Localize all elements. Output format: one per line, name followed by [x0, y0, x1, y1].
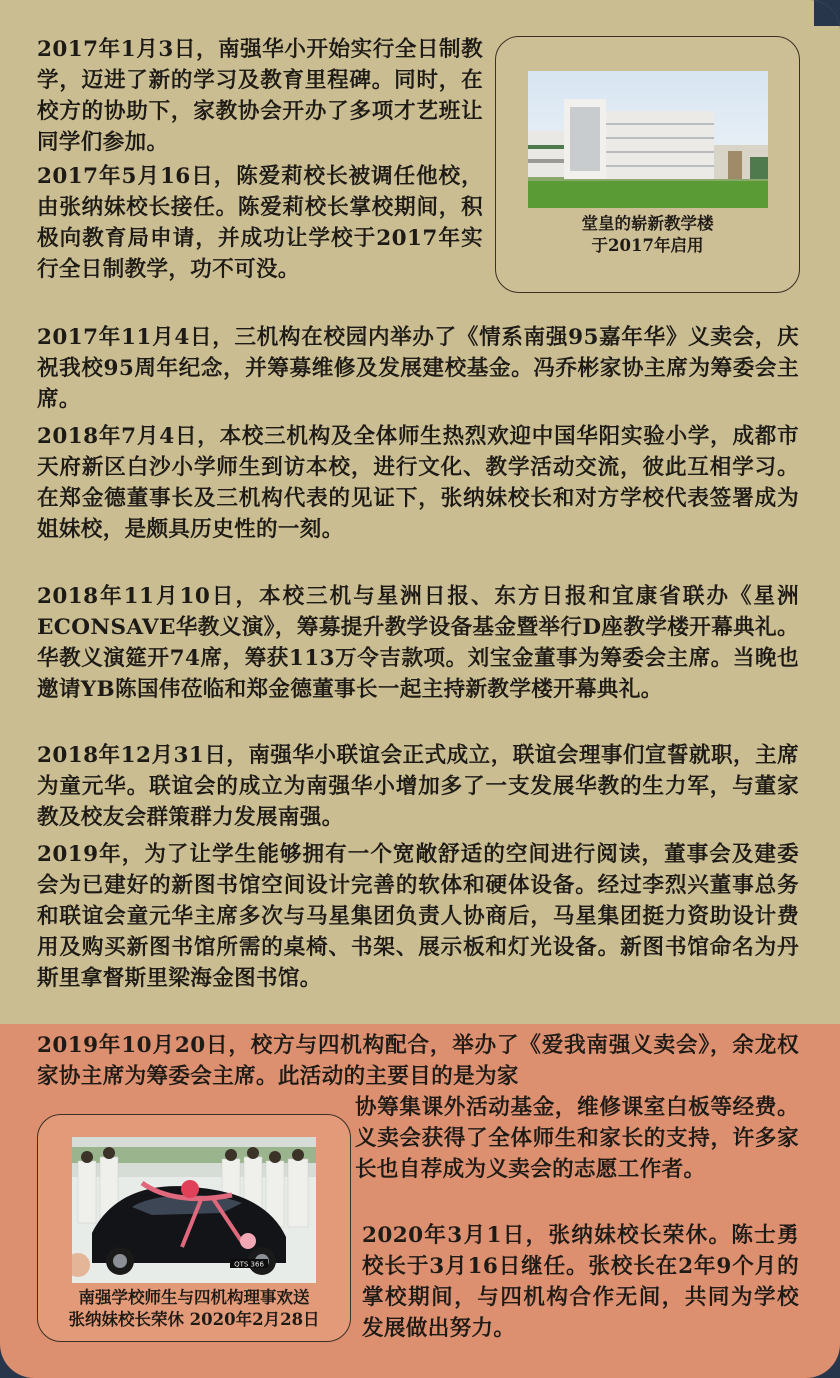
photo-card-new-building [495, 36, 800, 293]
photo-caption-line1: 堂皇的崭新教学楼 [581, 214, 714, 233]
frame-corner [814, 0, 840, 26]
photo-caption-line2: 于2017年启用 [591, 236, 704, 255]
paragraph-2018-nov: 2018年11月10日，本校三机与星洲日报、东方日报和宜康省联办《星洲ECONSAVE华教义演》，筹募提升教学设备基金暨举行D座教学楼开幕典礼。华教义演筵开74席，筹获113万令吉款项。刘宝金董事为筹委会主席。当晚也邀请YB陈国伟莅临和郑金德董事长一起主持新教学楼开幕典礼。 [37, 584, 799, 702]
paragraph-2019: 2019年，为了让学生能够拥有一个宽敞舒适的空间进行阅读，董事会及建委会为已建好的新图书馆空间设计完善的软体和硬体设备。经过李烈兴董事总务和联谊会童元华主席多次与马星集团负责人协商后，马星集团挺力资助设计费用及购买新图书馆所需的桌椅、书架、展示板和灯光设备。新图书馆命名为丹斯里拿督斯里梁海金图书馆。 [37, 842, 799, 991]
paragraph-2017-jan: 2017年1月3日，南强华小开始实行全日制教学，迈进了新的学习及教育里程碑。同时，在校方的协助下，家教协会开办了多项才艺班让同学们参加。 [37, 37, 483, 155]
paragraph-2018-jul: 2018年7月4日，本校三机构及全体师生热烈欢迎中国华阳实验小学，成都市天府新区白沙小学师生到访本校，进行文化、教学活动交流，彼此互相学习。在郑金德董事长及三机构代表的见证下，张纳妹校长和对方学校代表签署成为姐妹校，是颇具历史性的一刻。 [37, 424, 799, 542]
photo-card-farewell [37, 1114, 351, 1342]
new-building-photo [528, 71, 768, 208]
paragraph-2019-oct-cont: 协筹集课外活动基金，维修课室白板等经费。义卖会获得了全体师生和家长的支持，许多家长也自荐成为义卖会的志愿工作者。 [355, 1095, 799, 1182]
photo-caption-line1: 南强学校师生与四机构理事欢送 [78, 1288, 310, 1307]
paragraph-2019-oct: 2019年10月20日，校方与四机构配合，举办了《爱我南强义卖会》，余龙权家协主席为筹委会主席。此活动的主要目的是为家 [37, 1033, 799, 1089]
license-plate: QTS 366 [234, 1260, 264, 1269]
paragraph-2020-mar: 2020年3月1日，张纳妹校长荣休。陈士勇校长于3月16日继任。张校长在2年9个月的掌校期间，与四机构合作无间，共同为学校发展做出努力。 [362, 1223, 799, 1341]
paragraph-2018-dec: 2018年12月31日，南强华小联谊会正式成立，联谊会理事们宣誓就职，主席为童元华。联谊会的成立为南强华小增加多了一支发展华教的生力军，与董家教及校友会群策群力发展南强。 [37, 743, 799, 830]
paragraph-2017-may: 2017年5月16日，陈爱莉校长被调任他校，由张纳妹校长接任。陈爱莉校长掌校期间，积极向教育局申请，并成功让学校于2017年实行全日制教学，功不可没。 [37, 164, 483, 282]
farewell-photo [72, 1137, 316, 1283]
photo-caption-line2: 张纳妹校长荣休 2020年2月28日 [68, 1310, 320, 1329]
paragraph-2017-nov: 2017年11月4日，三机构在校园内举办了《情系南强95嘉年华》义卖会，庆祝我校95周年纪念，并筹募维修及发展建校基金。冯乔彬家协主席为筹委会主席。 [37, 325, 799, 412]
